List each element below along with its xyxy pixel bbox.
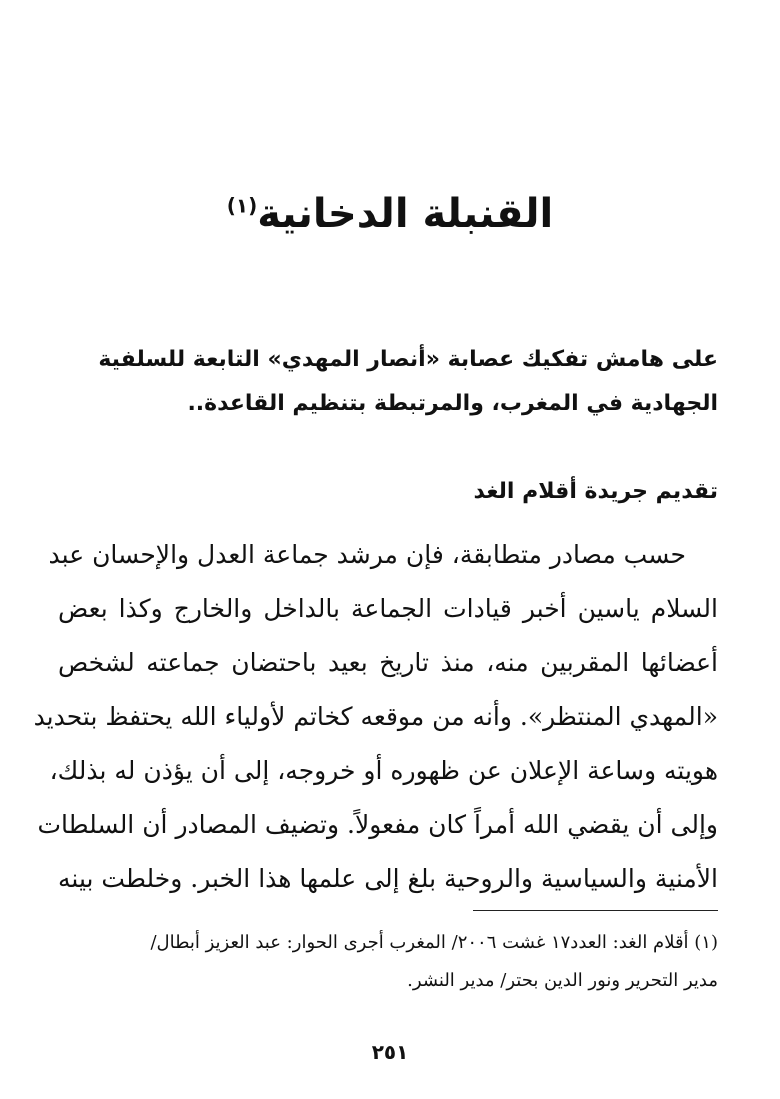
body-line: «المهدي المنتظر». وأنه من موقعه كخاتم لأولياء الله يحتفظ بتحديد xyxy=(33,702,718,731)
footnote-line-1: (١) أقلام الغد: العدد١٧ غشت ٢٠٠٦/ المغرب أجرى الحوار: عبد العزيز أبطال/ xyxy=(150,932,718,953)
page-number: ٢٥١ xyxy=(371,1040,409,1064)
chapter-subtitle xyxy=(78,338,718,426)
chapter-title-text: القنبلة الدخانية xyxy=(257,191,554,237)
body-line: حسب مصادر متطابقة، فإن مرشد جماعة العدل والإحسان عبد xyxy=(48,540,686,569)
body-line: وإلى أن يقضي الله أمراً كان مفعولاً. وتضيف المصادر أن السلطات xyxy=(37,810,718,839)
subtitle-line-2: الجهادية في المغرب، والمرتبطة بتنظيم القاعدة.. xyxy=(187,391,718,416)
chapter-title xyxy=(0,190,780,238)
body-paragraph xyxy=(33,528,718,906)
subtitle-line-1: على هامش تفكيك عصابة «أنصار المهدي» التابعة للسلفية xyxy=(98,347,718,372)
section-heading: تقديم جريدة أقلام الغد xyxy=(473,479,718,504)
body-line: هويته وساعة الإعلان عن ظهوره أو خروجه، إلى أن يؤذن له بذلك، xyxy=(49,756,718,785)
footnote-line-2: مدير التحرير ونور الدين بحتر/ مدير النشر. xyxy=(407,970,718,991)
body-line: الأمنية والسياسية والروحية بلغ إلى علمها هذا الخبر. وخلطت بينه xyxy=(58,864,718,893)
footnote-divider xyxy=(473,910,718,911)
footnote-marker: (١) xyxy=(226,193,258,218)
body-line: السلام ياسين أخبر قيادات الجماعة بالداخل والخارج وكذا بعض xyxy=(58,594,718,623)
body-line: أعضائها المقربين منه، منذ تاريخ بعيد باحتضان جماعته لشخص xyxy=(58,648,718,677)
footnote xyxy=(58,924,718,1000)
